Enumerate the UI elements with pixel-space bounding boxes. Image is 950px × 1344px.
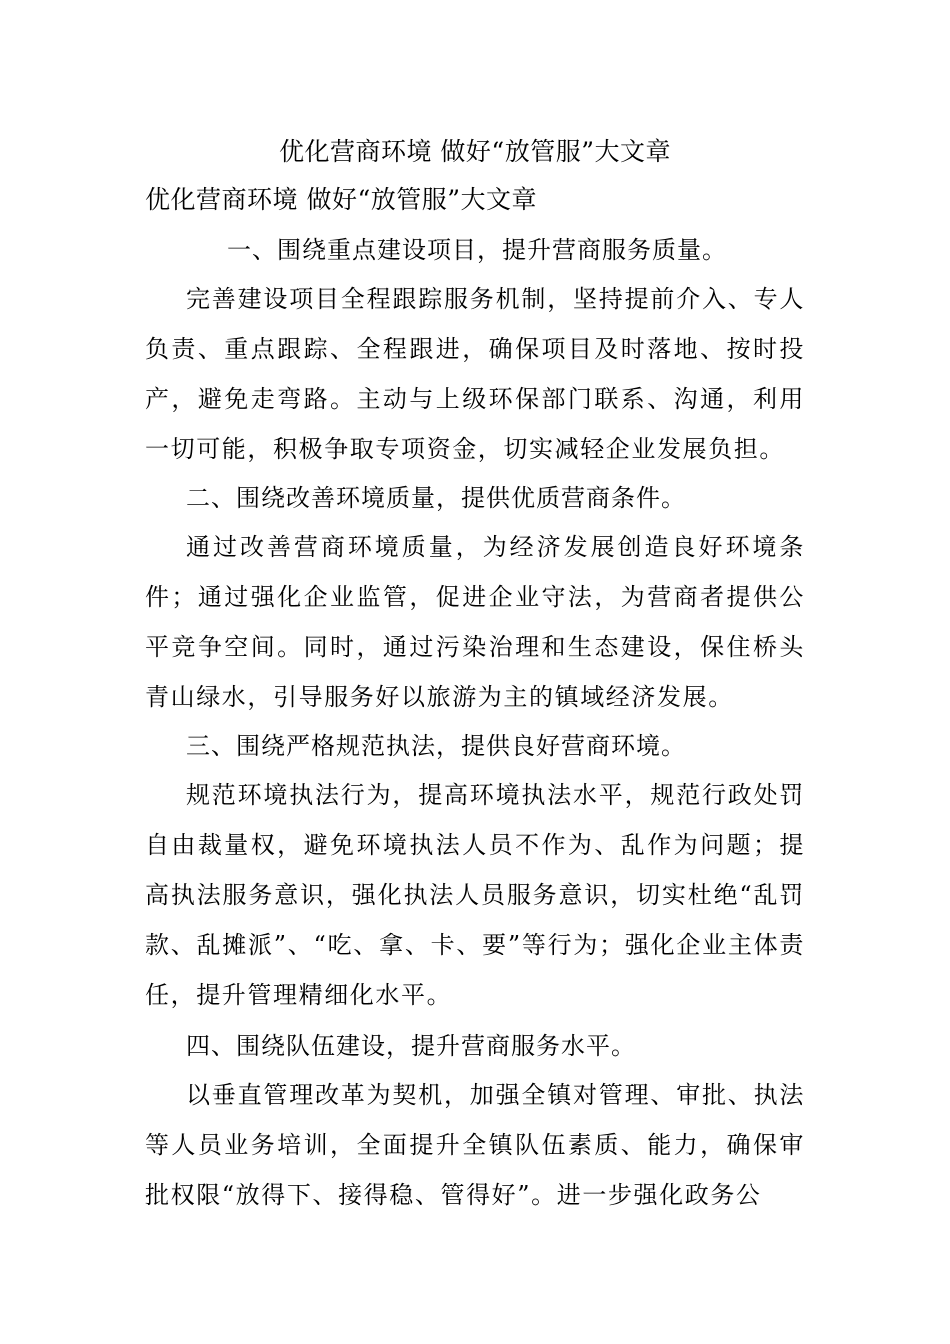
section-body-4: 以垂直管理改革为契机，加强全镇对管理、审批、执法等人员业务培训，全面提升全镇队伍素质、能力，确保审批权限“放得下、接得稳、管得好”。进一步强化政务公 [145,1081,805,1209]
document-title: 优化营商环境 做好“放管服”大文章 [278,137,671,166]
section-body-1: 完善建设项目全程跟踪服务机制，坚持提前介入、专人负责、重点跟踪、全程跟进，确保项目及时落地、按时投产，避免走弯路。主动与上级环保部门联系、沟通，利用一切可能，积极争取专项资金，切实减轻企业发展负担。 [145,285,805,463]
section-body-3: 规范环境执法行为，提高环境执法水平，规范行政处罚自由裁量权，避免环境执法人员不作为、乱作为问题；提高执法服务意识，强化执法人员服务意识，切实杜绝“乱罚款、乱摊派”、“吃、拿、卡、要”等行为；强化企业主体责任，提升管理精细化水平。 [145,781,805,1009]
document-subtitle: 优化营商环境 做好“放管服”大文章 [145,185,538,214]
section-heading-3: 三、围绕严格规范执法，提供良好营商环境。 [186,732,686,760]
section-body-2: 通过改善营商环境质量，为经济发展创造良好环境条件；通过强化企业监管，促进企业守法，为营商者提供公平竞争空间。同时，通过污染治理和生态建设，保住桥头青山绿水，引导服务好以旅游为主的镇域经济发展。 [145,533,805,711]
section-heading-2: 二、围绕改善环境质量，提供优质营商条件。 [186,484,686,512]
section-heading-1: 一、围绕重点建设项目，提升营商服务质量。 [227,236,727,264]
section-heading-4: 四、围绕队伍建设，提升营商服务水平。 [186,1032,636,1060]
